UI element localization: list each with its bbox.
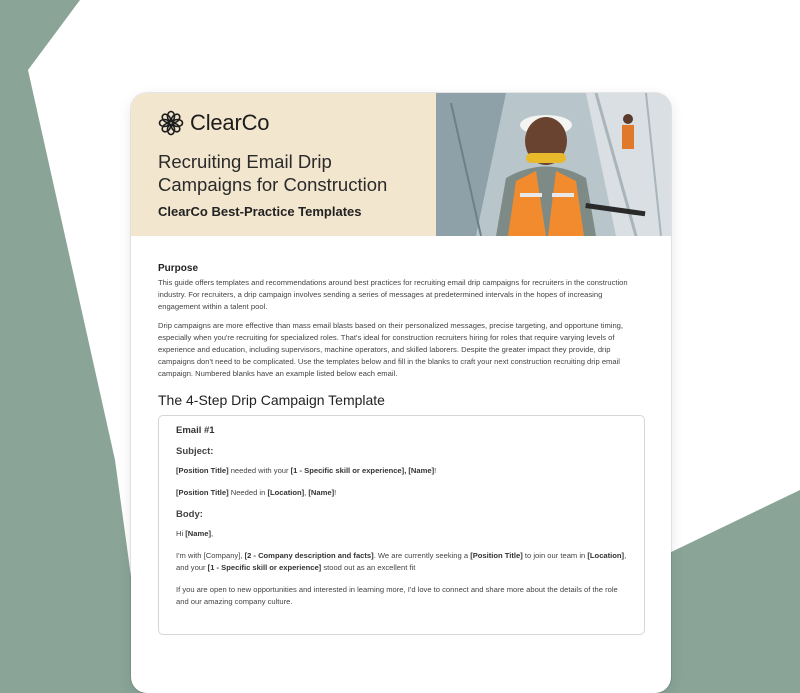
purpose-heading: Purpose (158, 263, 199, 274)
construction-worker-photo (436, 93, 671, 236)
title-line-1: Recruiting Email Drip (158, 151, 332, 172)
document-page (131, 93, 671, 693)
purpose-paragraph-2: Drip campaigns are more effective than mass email blasts based on their personalized messages, precise targeting, and opportune timing, especially when you're recruiting for specialized roles. That's ideal for construction recruiters hiring for roles that require varying levels of experience and education, including supervisors, machine operators, and skilled laborers. Despite the greater impact they provide, drip campaigns don't need to be complicated. Use the templates below and fill in the blanks to craft your next construction recruiting drip email campaign. Numbered blanks have an example listed below each email. (158, 320, 624, 379)
subject-line-2: [Position Title] Needed in [Location], [Name]! (176, 487, 337, 497)
clearco-logo (158, 110, 269, 136)
email-template-box (158, 415, 645, 635)
subject-line-1: [Position Title] needed with your [1 - Specific skill or experience], [Name]! (176, 465, 437, 475)
document-subtitle: ClearCo Best-Practice Templates (158, 204, 362, 219)
template-heading: The 4-Step Drip Campaign Template (158, 391, 385, 408)
clearco-flower-logo-icon (158, 110, 184, 136)
email-number: Email #1 (176, 424, 215, 436)
subject-label: Subject: (176, 445, 214, 457)
email-greeting: Hi [Name], (176, 528, 214, 538)
purpose-paragraph-1: This guide offers templates and recommendations around best practices for recruiting email drip campaigns for recruiters in the construction industry. For recruiters, a drip campaign involves sending a series of messages at predetermined intervals in the hopes of increasing engagement within a talent pool. (158, 278, 628, 312)
body-label: Body: (176, 508, 203, 520)
title-line-2: Campaigns for Construction (158, 174, 388, 195)
email-body-paragraph-1: I'm with [Company], [2 - Company description and facts]. We are currently seeking a [Position Title] to join our team in [Location], and your [1 - Specific skill or experience] stood out as an excellent fit (176, 550, 627, 572)
document-body (158, 263, 645, 635)
email-body-paragraph-2: If you are open to new opportunities and interested in learning more, I'd love to connect and share more about the details of the role and our amazing company culture. (176, 584, 618, 606)
document-title (158, 150, 438, 196)
brand-name: ClearCo (190, 110, 270, 135)
